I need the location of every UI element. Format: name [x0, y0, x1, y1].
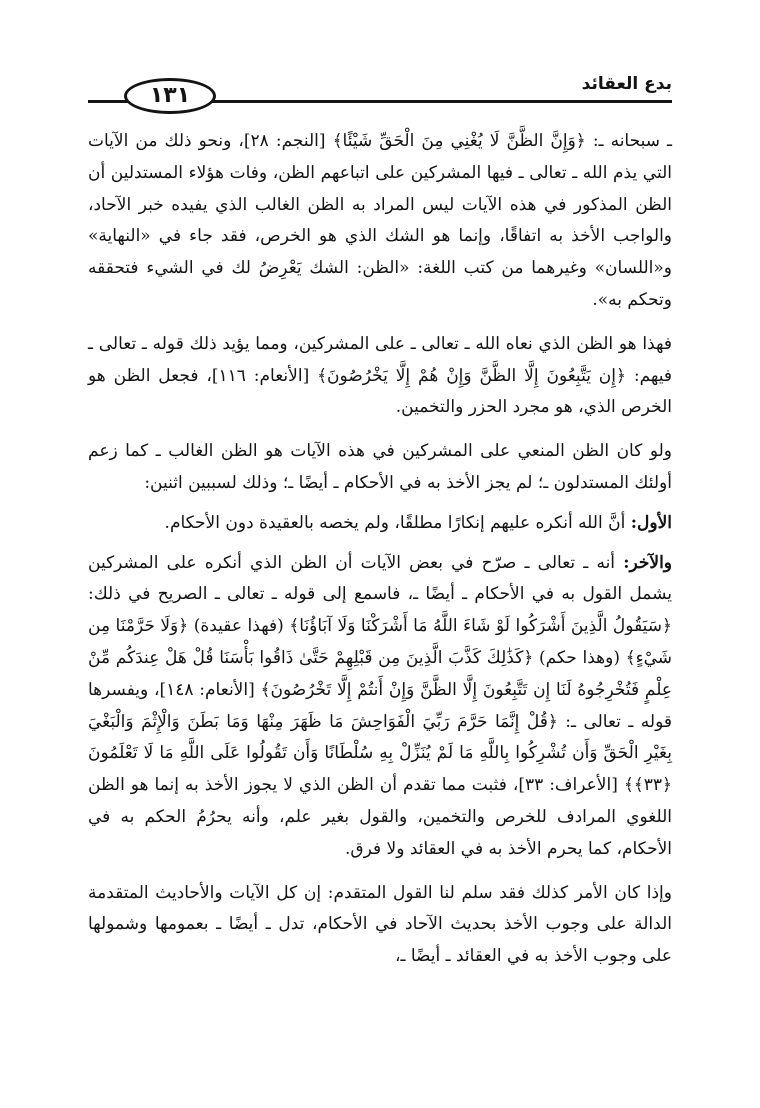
- paragraph-second-reason: [88, 548, 672, 866]
- second-reason-text: أنه ـ تعالى ـ صرّح في بعض الآيات أن الظن الذي أنكره على المشركين يشمل القول به في الأحكام ـ أيضًا ـ، فاسمع إلى قوله ـ تعالى ـ الصريح في ذلك: ﴿سَيَقُولُ الَّذِينَ أَشْرَكُوا لَوْ شَاءَ اللَّهُ مَا أَشْرَكْنَا وَلَا آبَاؤُنَا﴾ (فهذا عقيدة) ﴿وَلَا حَرَّمْنَا مِن شَيْءٍ﴾ (وهذا حكم) ﴿كَذَٰلِكَ كَذَّبَ الَّذِينَ مِن قَبْلِهِمْ حَتَّىٰ ذَاقُوا بَأْسَنَا قُلْ هَلْ عِندَكُم مِّنْ عِلْمٍ فَتُخْرِجُوهُ لَنَا إِن تَتَّبِعُونَ إِلَّا الظَّنَّ وَإِنْ أَنتُمْ إِلَّا تَخْرُصُونَ﴾ [الأنعام: ١٤٨]، ويفسرها قوله ـ تعالى ـ: ﴿قُلْ إِنَّمَا حَرَّمَ رَبِّيَ الْفَوَاحِشَ مَا ظَهَرَ مِنْهَا وَمَا بَطَنَ وَالْإِثْمَ وَالْبَغْيَ بِغَيْرِ الْحَقِّ وَأَن تُشْرِكُوا بِاللَّهِ مَا لَمْ يُنَزِّلْ بِهِ سُلْطَانًا وَأَن تَقُولُوا عَلَى اللَّهِ مَا لَا تَعْلَمُونَ ﴿٣٣﴾﴾ [الأعراف: ٣٣]، فثبت مما تقدم أن الظن الذي لا يجوز الأخذ به إنما هو الظن اللغوي المرادف للخرص والتخمين، والقول بغير علم، وأنه يحرُمُ الحكم به في الأحكام، كما يحرم الأخذ به في العقائد ولا فرق.: [88, 552, 672, 859]
- paragraph-3: ولو كان الظن المنعي على المشركين في هذه الآيات هو الظن الغالب ـ كما زعم أولئك المستدلون ـ؛ لم يجز الأخذ به في الأحكام ـ أيضًا ـ؛ وذلك لسببين اثنين:: [88, 441, 672, 493]
- paragraph-2: فهذا هو الظن الذي نعاه الله ـ تعالى ـ على المشركين، ومما يؤيد ذلك قوله ـ تعالى ـ فيهم: ﴿إِن يَتَّبِعُونَ إِلَّا الظَّنَّ وَإِنْ هُمْ إِلَّا يَخْرُصُونَ﴾ [الأنعام: ١١٦]، فجعل الظن هو الخرص الذي، هو مجرد الحزر والتخمين.: [88, 333, 672, 418]
- page-body: [88, 126, 672, 973]
- book-title: بدع العقائد: [581, 74, 672, 94]
- first-reason-text: أنَّ الله أنكره عليهم إنكارًا مطلقًا، ولم يخصه بالعقيدة دون الأحكام.: [164, 512, 631, 533]
- paragraph-6: وإذا كان الأمر كذلك فقد سلم لنا القول المتقدم: إن كل الآيات والأحاديث المتقدمة الدالة على وجوب الأخذ بحديث الآحاد في الأحكام، تدل ـ أيضًا ـ بعمومها وشمولها على وجوب الأخذ به في العقائد ـ أيضًا ـ،: [88, 882, 672, 967]
- first-reason-label: الأول:: [630, 512, 672, 533]
- page-header: [88, 70, 672, 110]
- page-number: ١٣١: [124, 78, 216, 114]
- paragraph-first-reason: [88, 508, 672, 540]
- paragraph-1: ـ سبحانه ـ: ﴿وَإِنَّ الظَّنَّ لَا يُغْنِي مِنَ الْحَقِّ شَيْئًا﴾ [النجم: ٢٨]، ونحو ذلك من الآيات التي يذم الله ـ تعالى ـ فيها المشركين على اتباعهم الظن، وفات هؤلاء المستدلين أن الظن المذكور في هذه الآيات ليس المراد به الظن الغالب الذي يفيده خبر الآحاد، والواجب الأخذ به اتفاقًا، وإنما هو الشك الذي هو الخرص، فقد جاء في «النهاية» و«اللسان» وغيرهما من كتب اللغة: «الظن: الشك يَعْرِضُ لك في الشيء فتحققه وتحكم به».: [88, 131, 673, 310]
- second-reason-label: والآخر:: [623, 552, 672, 573]
